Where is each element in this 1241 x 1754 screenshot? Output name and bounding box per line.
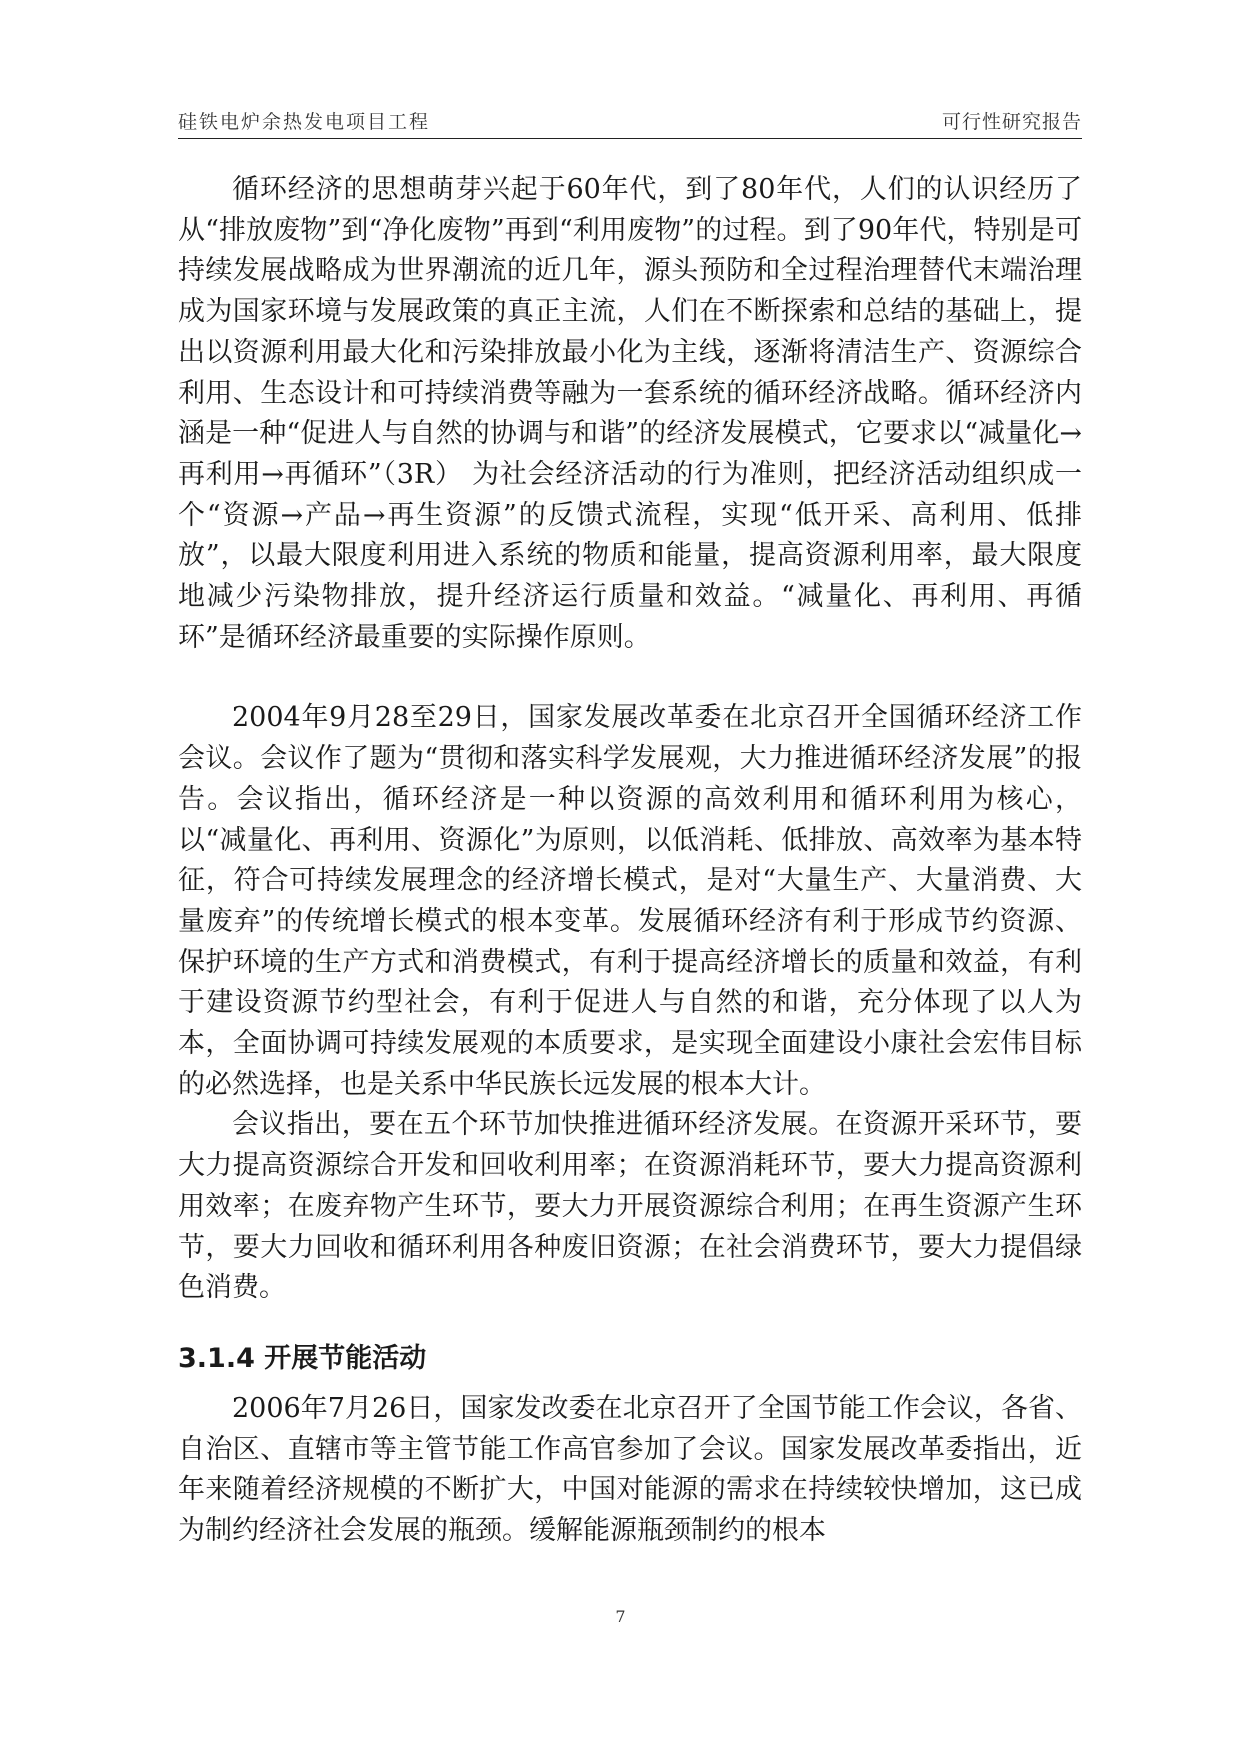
document-body xyxy=(178,170,1082,1552)
page-header xyxy=(178,108,1082,139)
paragraph-2004-conference: 2004年9月28至29日，国家发展改革委在北京召开全国循环经济工作会议。会议作了题为“贯彻和落实科学发展观，大力推进循环经济发展”的报告。会议指出，循环经济是一种以资源的高效利用和循环利用为核心，以“减量化、再利用、资源化”为原则，以低消耗、低排放、高效率为基本特征，符合可持续发展理念的经济增长模式，是对“大量生产、大量消费、大量废弃”的传统增长模式的根本变革。发展循环经济有利于形成节约资源、保护环境的生产方式和消费模式，有利于提高经济增长的质量和效益，有利于建设资源节约型社会，有利于促进人与自然的和谐，充分体现了以人为本，全面协调可持续发展观的本质要求，是实现全面建设小康社会宏伟目标的必然选择，也是关系中华民族长远发展的根本大计。 xyxy=(178,702,1082,1100)
heading-spacer xyxy=(178,1381,1082,1389)
paragraph-five-links: 会议指出，要在五个环节加快推进循环经济发展。在资源开采环节，要大力提高资源综合开发和回收利用率；在资源消耗环节，要大力提高资源利用效率；在废弃物产生环节，要大力开展资源综合利用；在再生资源产生环节，要大力回收和循环利用各种废旧资源；在社会消费环节，要大力提倡绿色消费。 xyxy=(178,1109,1082,1304)
header-report-type: 可行性研究报告 xyxy=(941,111,1082,133)
paragraph-circular-economy-history: 循环经济的思想萌芽兴起于60年代，到了80年代，人们的认识经历了从“排放废物”到“净化废物”再到“利用废物”的过程。到了90年代，特别是可持续发展战略成为世界潮流的近几年，源头预防和全过程治理替代末端治理成为国家环境与发展政策的真正主流，人们在不断探索和总结的基础上，提出以资源利用最大化和污染排放最小化为主线，逐渐将清洁生产、资源综合利用、生态设计和可持续消费等融为一套系统的循环经济战略。循环经济内涵是一种“促进人与自然的协调与和谐”的经济发展模式，它要求以“减量化→再利用→再循环”（3R） 为社会经济活动的行为准则，把经济活动组织成一个“资源→产品→再生资源”的反馈式流程，实现“低开采、高利用、低排放”，以最大限度利用进入系统的物质和能量，提高资源利用率，最大限度地减少污染物排放，提升经济运行质量和效益。“减量化、再利用、再循环”是循环经济最重要的实际操作原则。 xyxy=(178,174,1082,653)
header-document-title: 硅铁电炉余热发电项目工程 xyxy=(178,111,431,133)
section-spacer xyxy=(178,1309,1082,1337)
paragraph-2006-energy-conference: 2006年7月26日，国家发改委在北京召开了全国节能工作会议，各省、自治区、直辖市等主管节能工作高官参加了会议。国家发展改革委指出，近年来随着经济规模的不断扩大，中国对能源的需求在持续较快增加，这已成为制约经济社会发展的瓶颈。缓解能源瓶颈制约的根本 xyxy=(178,1392,1082,1547)
page-number: 7 xyxy=(615,1607,626,1626)
paragraph-spacer xyxy=(178,658,1082,698)
section-heading-energy-saving: 3.1.4 开展节能活动 xyxy=(178,1342,427,1374)
